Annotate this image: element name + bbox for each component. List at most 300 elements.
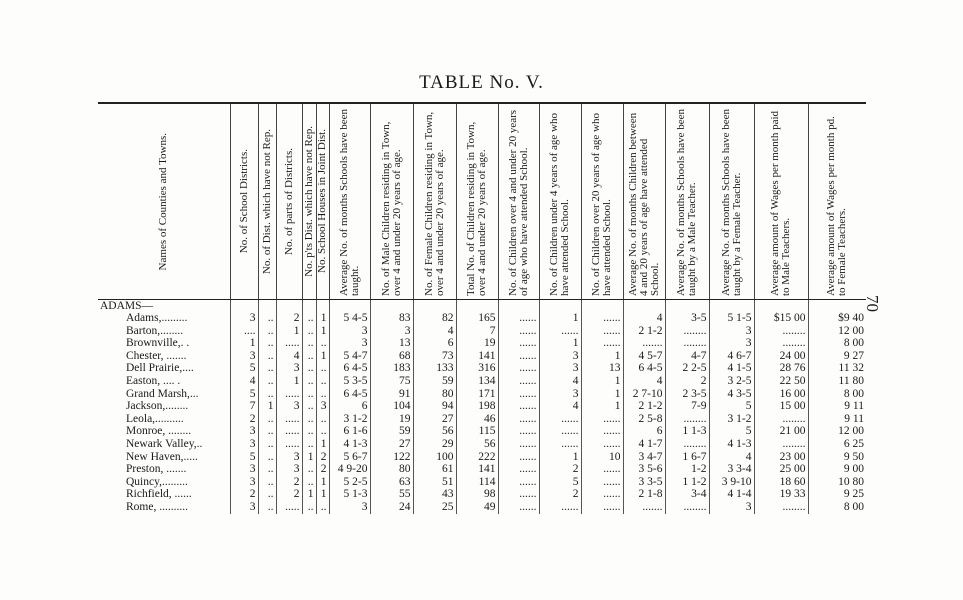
column-header-label: No. of Female Children residing in Town, over 4 and under 20 years of age. (422, 112, 446, 297)
town-name: Quincy,......... (126, 475, 188, 488)
table-cell: 5 2-5 (329, 476, 370, 489)
table-cell: .. (302, 388, 316, 401)
table-row (98, 501, 866, 514)
table-cell: 3 2-5 (709, 375, 754, 388)
table-row (98, 438, 866, 451)
table-cell: 9 27 (808, 350, 866, 363)
table-cell: 94 (413, 400, 456, 413)
table-row (98, 337, 866, 350)
table-cell: 13 (370, 337, 413, 350)
table-cell: ...... (498, 438, 539, 451)
table-cell: 56 (456, 438, 498, 451)
table-cell: 1 (302, 488, 316, 501)
table-cell: 4 1-7 (623, 438, 665, 451)
table-cell: 49 (456, 501, 498, 514)
table-cell: 6 (623, 425, 665, 438)
table-cell: 5 (539, 476, 581, 489)
table-cell: 1 (258, 400, 276, 413)
table-row (98, 488, 866, 501)
table-cell: 1 (230, 337, 258, 350)
table-cell: 122 (370, 451, 413, 464)
header-row (98, 103, 866, 299)
table-cell: 3 (230, 476, 258, 489)
table-cell: 11 32 (808, 362, 866, 375)
table-cell: 6 25 (808, 438, 866, 451)
town-name: Richfield, ...... (126, 488, 192, 501)
table-cell: 171 (456, 388, 498, 401)
table-cell: 104 (370, 400, 413, 413)
table-cell: .. (258, 325, 276, 338)
table-cell: ...... (581, 425, 623, 438)
table-cell: 2 (276, 312, 302, 325)
table-cell: 24 (370, 501, 413, 514)
table-cell: 141 (456, 463, 498, 476)
table-cell: ..... (276, 425, 302, 438)
table-cell: ...... (498, 375, 539, 388)
table-cell: 3 9-10 (709, 476, 754, 489)
table-cell: 13 (581, 362, 623, 375)
table-cell: 4 (539, 400, 581, 413)
table-cell: .. (258, 350, 276, 363)
column-header (498, 103, 539, 299)
table-cell: ...... (581, 438, 623, 451)
table-cell: 3 (709, 501, 754, 514)
table-body (98, 299, 866, 514)
table-cell: 5 (230, 388, 258, 401)
column-header-label: No. of School Districts. (237, 149, 250, 254)
table-cell: 1 (539, 312, 581, 325)
table-cell: 9 11 (808, 400, 866, 413)
table-cell: 75 (370, 375, 413, 388)
table-cell: ...... (498, 463, 539, 476)
table-cell: .. (258, 438, 276, 451)
table-row (98, 350, 866, 363)
table-cell: 165 (456, 312, 498, 325)
table-cell: .. (302, 312, 316, 325)
table-cell: 18 60 (754, 476, 808, 489)
table-cell: .. (258, 488, 276, 501)
table-cell: 9 50 (808, 451, 866, 464)
table-cell: .. (258, 501, 276, 514)
table-cell: 1 (276, 375, 302, 388)
town-name: Jackson,........ (126, 400, 189, 413)
column-header-label: Average No. of months Children between 4 and 20 years of age have attended School. (626, 113, 661, 297)
table-cell: 3 (329, 325, 370, 338)
table-cell: 3 1-2 (709, 413, 754, 426)
table-cell: 3 (539, 350, 581, 363)
table-cell: 83 (370, 312, 413, 325)
table-cell: 4 1-3 (329, 438, 370, 451)
table-cell: .. (258, 375, 276, 388)
table-cell: 59 (413, 375, 456, 388)
table-cell: .. (316, 375, 329, 388)
table-cell: .. (302, 325, 316, 338)
table-cell: 3 (230, 438, 258, 451)
table-cell: 6 1-6 (329, 425, 370, 438)
table-row (98, 463, 866, 476)
table-cell: 3 4-7 (623, 451, 665, 464)
column-header-label: Average No. of months Schools have been taught by a Male Teacher. (675, 109, 698, 297)
table-cell: ........ (754, 413, 808, 426)
table-cell: 5 1-5 (709, 312, 754, 325)
column-header (98, 103, 230, 299)
table-cell: 8 00 (808, 388, 866, 401)
table-cell: 5 4-7 (329, 350, 370, 363)
table-cell: 7 (456, 325, 498, 338)
table-cell: 19 33 (754, 488, 808, 501)
table-cell: .... (230, 325, 258, 338)
table-cell: .. (302, 476, 316, 489)
table-row (98, 312, 866, 325)
table-cell: 2 (539, 463, 581, 476)
table-cell: 198 (456, 400, 498, 413)
table-cell: 4 9-20 (329, 463, 370, 476)
table-cell: 63 (370, 476, 413, 489)
table-cell: 4 (276, 350, 302, 363)
column-header (230, 103, 258, 299)
table-cell: ........ (754, 501, 808, 514)
table-cell: ........ (665, 501, 709, 514)
county-name: ADAMS— (100, 299, 154, 312)
table-cell: 1 (302, 451, 316, 464)
column-header-label: No. School Houses in Joint Dist. (316, 129, 328, 274)
table-cell: 4 1-5 (709, 362, 754, 375)
table-cell: 2 7-10 (623, 388, 665, 401)
column-header-label: Total No. of Children residing in Town, over 4 and under 20 years of age. (465, 122, 488, 297)
table-cell: ...... (498, 451, 539, 464)
column-header-label: No. of parts of Districts. (282, 147, 295, 255)
table-cell: .. (258, 425, 276, 438)
table-cell: ........ (754, 438, 808, 451)
table-cell: 1 (276, 325, 302, 338)
table-cell: 5 3-5 (329, 375, 370, 388)
table-cell: ....... (623, 337, 665, 350)
table-cell: 2 1-8 (623, 488, 665, 501)
column-header-label: Average amount of Wages per month paid to Male Teachers. (769, 111, 792, 297)
table-cell: .. (258, 451, 276, 464)
table-cell: 3 (276, 362, 302, 375)
column-header-label: No. p'ts Dist. which have not Rep. (302, 125, 315, 277)
table-cell: 3 (230, 350, 258, 363)
table-cell: 2 (230, 488, 258, 501)
table-cell: ........ (754, 325, 808, 338)
table-cell: ........ (665, 337, 709, 350)
table-cell: ........ (665, 325, 709, 338)
table-cell: 2 5-8 (623, 413, 665, 426)
table-cell: .. (258, 413, 276, 426)
table-cell: ..... (276, 388, 302, 401)
town-name: Chester, ....... (126, 349, 187, 362)
table-cell: ...... (498, 337, 539, 350)
town-name: Brownville,. . (126, 337, 190, 350)
table-cell: ....... (623, 501, 665, 514)
table-cell: 15 00 (754, 400, 808, 413)
table-cell: 3 (539, 362, 581, 375)
table-cell: ...... (581, 463, 623, 476)
table-cell: .. (316, 413, 329, 426)
table-row (98, 375, 866, 388)
table-cell: .. (258, 312, 276, 325)
table-cell: 3 5-6 (623, 463, 665, 476)
table-cell: 2 3-5 (665, 388, 709, 401)
table-cell: 1 (539, 337, 581, 350)
table-row (98, 476, 866, 489)
table-cell: 4 6-7 (709, 350, 754, 363)
table-cell: 316 (456, 362, 498, 375)
town-name: Grand Marsh,... (126, 387, 199, 400)
statistics-table (98, 102, 866, 514)
table-cell: 6 4-5 (329, 362, 370, 375)
table-cell: 2 (276, 488, 302, 501)
table-cell: 5 (709, 400, 754, 413)
table-cell: $9 40 (808, 312, 866, 325)
table-cell: .. (316, 362, 329, 375)
table-cell: 2 2-5 (665, 362, 709, 375)
table-cell: 1 (539, 451, 581, 464)
table-cell: 82 (413, 312, 456, 325)
table-cell: 3 (709, 325, 754, 338)
table-cell: 3 (370, 325, 413, 338)
table-cell: 115 (456, 425, 498, 438)
column-header (808, 103, 866, 299)
table-cell: ..... (276, 438, 302, 451)
table-cell: 80 (370, 463, 413, 476)
table-row (98, 388, 866, 401)
table-cell: 222 (456, 451, 498, 464)
table-cell: ...... (581, 413, 623, 426)
table-cell: .. (316, 388, 329, 401)
table-cell: 4 (623, 312, 665, 325)
table-cell: 5 (230, 362, 258, 375)
table-cell: 141 (456, 350, 498, 363)
table-cell: 4 (623, 375, 665, 388)
county-row (98, 299, 866, 312)
table-cell: 8 00 (808, 501, 866, 514)
table-cell: 73 (413, 350, 456, 363)
table-row (98, 451, 866, 464)
table-cell: 1 (581, 388, 623, 401)
table-cell: 3 (276, 451, 302, 464)
table-cell: 23 00 (754, 451, 808, 464)
table-cell: 1 (581, 400, 623, 413)
table-cell: 6 4-5 (329, 388, 370, 401)
table-cell: ...... (539, 325, 581, 338)
column-header (709, 103, 754, 299)
table-cell: 1 1-2 (665, 476, 709, 489)
town-name: Easton, .... . (126, 375, 181, 388)
table-cell: .. (302, 337, 316, 350)
table-cell: ...... (498, 325, 539, 338)
table-cell: 1 (316, 488, 329, 501)
table-cell: 3 (709, 337, 754, 350)
table-cell: 4 1-3 (709, 438, 754, 451)
table-cell: 12 00 (808, 325, 866, 338)
table-cell: $15 00 (754, 312, 808, 325)
table-cell: .. (302, 438, 316, 451)
table-cell: 3 3-4 (709, 463, 754, 476)
table-cell: .. (258, 476, 276, 489)
table-cell: 4-7 (665, 350, 709, 363)
table-cell: .. (316, 501, 329, 514)
table-cell: 1 (316, 312, 329, 325)
table-cell: 19 (456, 337, 498, 350)
table-cell: 19 (370, 413, 413, 426)
table-cell: 114 (456, 476, 498, 489)
table-cell: ...... (498, 476, 539, 489)
table-cell: 5 1-3 (329, 488, 370, 501)
town-name: Dell Prairie,.... (126, 362, 194, 375)
table-cell: 1 (316, 325, 329, 338)
column-header (302, 103, 316, 299)
table-cell: 3 3-5 (623, 476, 665, 489)
table-cell: ...... (498, 350, 539, 363)
table-cell: 55 (370, 488, 413, 501)
table-cell: 7-9 (665, 400, 709, 413)
table-cell: ..... (276, 337, 302, 350)
table-cell: 3-5 (665, 312, 709, 325)
table-cell: 9 11 (808, 413, 866, 426)
column-header-label: No. of Children under 4 years of age who have attended School. (548, 113, 571, 297)
column-header (329, 103, 370, 299)
table-cell: .. (302, 501, 316, 514)
table-cell: 4 (413, 325, 456, 338)
table-cell: 133 (413, 362, 456, 375)
column-header (539, 103, 581, 299)
town-name: Newark Valley,.. (126, 438, 203, 451)
table-cell: 27 (370, 438, 413, 451)
table-cell: 134 (456, 375, 498, 388)
column-header (623, 103, 665, 299)
table-cell: 91 (370, 388, 413, 401)
table-cell: 28 76 (754, 362, 808, 375)
table-cell: 3 (276, 400, 302, 413)
table-cell: ...... (581, 337, 623, 350)
table-cell: ...... (581, 488, 623, 501)
column-header-label: No. of Male Children residing in Town, over 4 and under 20 years of age. (379, 121, 403, 297)
table-cell: 4 (230, 375, 258, 388)
table-cell: 2 1-2 (623, 400, 665, 413)
table-cell: ...... (581, 325, 623, 338)
page-title: TABLE No. V. (419, 72, 544, 93)
column-header (276, 103, 302, 299)
column-header (456, 103, 498, 299)
town-name: Leola,.......... (126, 412, 184, 425)
table-cell: 80 (413, 388, 456, 401)
table-cell: .. (316, 425, 329, 438)
table-cell: ........ (754, 337, 808, 350)
table-cell: .. (302, 463, 316, 476)
table-cell: 10 80 (808, 476, 866, 489)
table-cell: 6 4-5 (623, 362, 665, 375)
table-cell: 1-2 (665, 463, 709, 476)
column-header-label: Names of Counties and Towns. (157, 132, 170, 270)
table-cell: 6 (413, 337, 456, 350)
column-header-label: No. of Children over 20 years of age who have attended School. (590, 113, 613, 297)
table-cell: 3 (230, 501, 258, 514)
column-header (581, 103, 623, 299)
table-cell: ...... (581, 501, 623, 514)
town-name: Rome, .......... (126, 501, 188, 513)
table-cell: 1 (316, 438, 329, 451)
table-cell: .. (258, 388, 276, 401)
table-cell: 1 (581, 350, 623, 363)
column-header (370, 103, 413, 299)
page-number: 70 (863, 295, 882, 312)
table-cell: 98 (456, 488, 498, 501)
table-cell: 7 (230, 400, 258, 413)
table-cell: 4 1-4 (709, 488, 754, 501)
table-cell: 3 (230, 425, 258, 438)
table-cell: 3 (329, 337, 370, 350)
table-cell: ...... (539, 425, 581, 438)
table-cell: 2 1-2 (623, 325, 665, 338)
table-cell: 25 00 (754, 463, 808, 476)
table-cell: 43 (413, 488, 456, 501)
table-cell: 3 (316, 400, 329, 413)
table-cell: 3 (329, 501, 370, 514)
table-cell: ........ (665, 438, 709, 451)
table-cell: 2 (230, 413, 258, 426)
table-cell: 27 (413, 413, 456, 426)
table-cell: 61 (413, 463, 456, 476)
table-cell: 3 (230, 312, 258, 325)
table-cell: 3 (539, 388, 581, 401)
table-cell: .. (302, 425, 316, 438)
town-name: Barton,........ (126, 324, 184, 337)
column-header-label: No. of Dist. which have not Rep. (260, 128, 273, 274)
column-header-label: Average No. of months Schools have been taught. (337, 109, 361, 297)
column-header (754, 103, 808, 299)
table-cell: .. (302, 413, 316, 426)
table-cell: ...... (581, 312, 623, 325)
table-cell: 2 (276, 476, 302, 489)
table-cell: 68 (370, 350, 413, 363)
table-cell: ...... (498, 425, 539, 438)
table-cell: 2 (316, 463, 329, 476)
table-cell: ...... (498, 413, 539, 426)
table-cell: .. (302, 350, 316, 363)
table-cell: 4 (539, 375, 581, 388)
table-cell: ...... (498, 488, 539, 501)
table-cell: 6 (329, 400, 370, 413)
town-name: Preston, ....... (126, 463, 187, 476)
table-cell: 11 80 (808, 375, 866, 388)
table-cell: 9 00 (808, 463, 866, 476)
table-cell: 46 (456, 413, 498, 426)
table-cell: ...... (498, 362, 539, 375)
column-header-label: Average amount of Wages per month pd. to Female Teachers. (825, 116, 849, 297)
table-cell: .. (302, 375, 316, 388)
table-cell: 1 (316, 476, 329, 489)
table-cell: ..... (276, 501, 302, 514)
table-cell: 51 (413, 476, 456, 489)
column-header-label: No. of Children over 4 and under 20 years of age who have attended School. (506, 110, 530, 297)
table-cell: 4 3-5 (709, 388, 754, 401)
table-cell: 16 00 (754, 388, 808, 401)
table-cell: .. (302, 400, 316, 413)
table-cell: 2 (316, 451, 329, 464)
table-row (98, 400, 866, 413)
column-header-label: Average No. of months Schools have been taught by a Female Teacher. (719, 109, 743, 297)
table-row (98, 325, 866, 338)
table-cell: 3 (276, 463, 302, 476)
table-cell: ...... (498, 400, 539, 413)
table-cell: 1 (316, 350, 329, 363)
table-cell: ..... (276, 413, 302, 426)
table-cell: 1 (581, 375, 623, 388)
table-cell: 2 (539, 488, 581, 501)
table-cell: ...... (581, 476, 623, 489)
